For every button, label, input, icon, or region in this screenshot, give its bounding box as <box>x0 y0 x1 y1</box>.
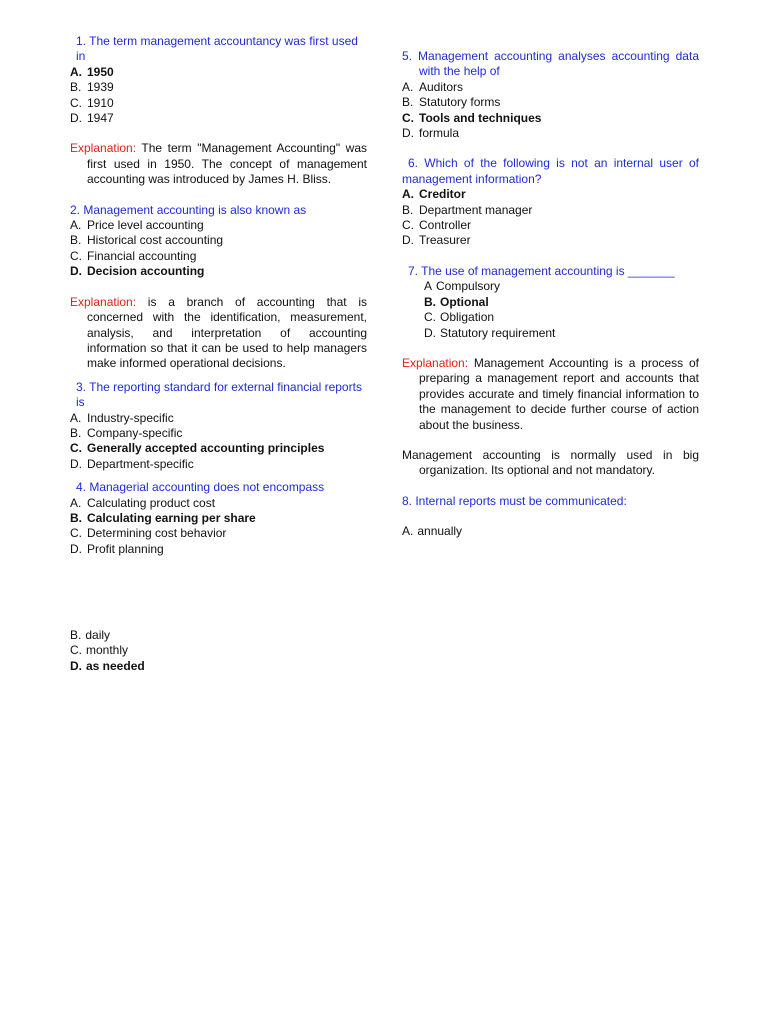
option-3b: B. Company-specific <box>70 425 183 440</box>
option-6c: C. Controller <box>402 218 472 233</box>
question-8-continued-options <box>70 628 367 674</box>
option-4c: C. Determining cost behavior <box>70 526 227 541</box>
explanation-label: Explanation: <box>70 141 137 156</box>
option-6b: B. Department manager <box>402 202 533 217</box>
option-3d: D. Department-specific <box>70 456 194 471</box>
option-2c: C. Financial accounting <box>70 248 197 263</box>
options-8 <box>402 524 699 539</box>
option-5b: B. Statutory forms <box>402 95 501 110</box>
option-7b: B. Optional <box>424 294 489 309</box>
options-2 <box>70 218 367 280</box>
option-6d: D. Treasurer <box>402 233 471 248</box>
right-column <box>402 49 699 540</box>
option-1a: A. 1950 <box>70 64 114 79</box>
question-8: 8. Internal reports must be communicated: <box>402 493 627 508</box>
option-1c: C. 1910 <box>70 95 114 110</box>
left-column <box>70 34 367 557</box>
option-7a: A Compulsory <box>424 279 501 294</box>
option-6a: A. Creditor <box>402 187 466 202</box>
explanation-label: Explanation: <box>402 355 469 370</box>
option-2b: B. Historical cost accounting <box>70 233 224 248</box>
option-1d: D. 1947 <box>70 111 114 126</box>
options-1 <box>70 65 367 127</box>
option-3c: C. Generally accepted accounting principles <box>70 441 325 456</box>
question-6: 6. Which of the following is not an internal user of management information? <box>402 156 699 186</box>
option-2a: A. Price level accounting <box>70 218 204 233</box>
option-8d: D. as needed <box>70 658 145 673</box>
question-5: 5. Management accounting analyses accounting data with the help of <box>402 49 699 79</box>
option-2d: D. Decision accounting <box>70 264 205 279</box>
explanation-7: Explanation: Management Accounting is a process of preparing a management report and accounts that provides accurate and timely financial information to the management to decide further course of action about the business. <box>402 355 699 432</box>
option-4a: A. Calculating product cost <box>70 495 216 510</box>
question-3: 3. The reporting standard for external financial reports is <box>76 379 362 410</box>
question-1: 1. The term management accountancy was first used in <box>76 34 358 64</box>
option-5a: A. Auditors <box>402 79 464 94</box>
option-4d: D. Profit planning <box>70 541 164 556</box>
option-8a: A. annually <box>402 524 463 539</box>
option-5d: D. formula <box>402 126 460 141</box>
question-7: 7. The use of management accounting is _______ <box>408 263 675 278</box>
option-5c: C. Tools and techniques <box>402 110 542 125</box>
option-7d: D. Statutory requirement <box>424 325 556 340</box>
question-2: 2. Management accounting is also known as <box>70 202 307 217</box>
options-5 <box>402 80 699 142</box>
explanation-2: Explanation: is a branch of accounting that is concerned with the identification, measurement, analysis, and interpretation of accounting information so that it can be used to help managers make informed operational decisions. <box>70 294 367 371</box>
options-4 <box>70 496 367 558</box>
option-8b: B. daily <box>70 628 111 642</box>
option-1b: B. 1939 <box>70 80 114 95</box>
option-7c: C. Obligation <box>424 310 495 325</box>
option-8c: C. monthly <box>70 643 129 658</box>
options-6 <box>402 187 699 249</box>
option-4b: B. Calculating earning per share <box>70 510 256 525</box>
options-7 <box>402 279 699 341</box>
option-3a: A. Industry-specific <box>70 410 174 425</box>
options-3 <box>70 411 367 473</box>
explanation-label: Explanation: <box>70 294 137 309</box>
explanation-1: Explanation: The term "Management Accounting" was first used in 1950. The concept of management accounting was introduced by James H. Bliss. <box>70 141 367 187</box>
question-4: 4. Managerial accounting does not encompass <box>76 480 325 495</box>
note-7: Management accounting is normally used in big organization. Its optional and not mandatory. <box>402 447 699 478</box>
